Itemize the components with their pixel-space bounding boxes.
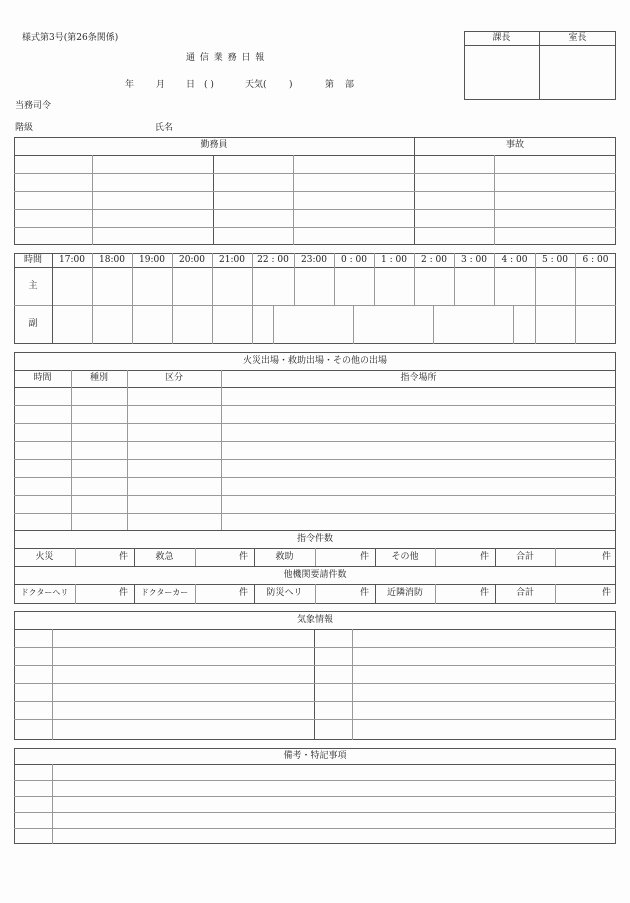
column-header-type: 種別 — [89, 373, 108, 383]
count-label-other: その他 — [391, 552, 419, 562]
divider — [75, 584, 76, 604]
divider — [495, 584, 496, 604]
row-line — [14, 796, 616, 797]
row-line — [14, 405, 616, 406]
divider — [92, 155, 93, 245]
divider — [495, 548, 496, 566]
accident-header: 事故 — [505, 140, 524, 150]
count-label-total: 合計 — [515, 552, 534, 562]
divider — [435, 548, 436, 566]
row-line — [14, 495, 616, 496]
duty-commander-label: 当務司令 — [15, 101, 52, 111]
row-line — [14, 477, 616, 478]
row-line — [14, 647, 616, 648]
row-line — [14, 513, 616, 514]
request-unit: 件 — [118, 588, 128, 598]
row-line — [14, 441, 616, 442]
divider — [127, 370, 128, 530]
divider — [172, 305, 173, 344]
divider — [14, 370, 616, 371]
weekday-paren: ( ) — [204, 80, 214, 90]
time-slot-label: 4 : 00 — [501, 255, 528, 265]
row-line — [14, 719, 616, 720]
divider — [314, 629, 315, 740]
row-line — [14, 173, 616, 174]
divider — [252, 305, 253, 344]
divider — [212, 253, 213, 305]
count-label-rescue: 救助 — [275, 552, 294, 562]
section-chief-label: 課長 — [492, 33, 511, 43]
column-header-location: 指令場所 — [400, 373, 437, 383]
divider — [294, 253, 295, 305]
request-label-total: 合計 — [515, 588, 534, 598]
divider — [433, 305, 434, 344]
divider — [75, 548, 76, 566]
column-header-time: 時間 — [33, 373, 52, 383]
row-line — [14, 780, 616, 781]
section-chief-stamp-area[interactable] — [465, 46, 539, 99]
request-unit: 件 — [601, 588, 611, 598]
divider — [315, 584, 316, 604]
divider — [513, 305, 514, 344]
divider — [375, 548, 376, 566]
divider — [212, 305, 213, 344]
remarks-title: 備考・特記事項 — [283, 751, 347, 761]
divider — [374, 253, 375, 305]
divider — [353, 305, 354, 344]
time-slot-label: 22 : 00 — [257, 255, 289, 265]
request-label-disaster-heli: 防災ヘリ — [266, 588, 303, 598]
staff-header: 勤務員 — [200, 140, 228, 150]
divider — [375, 584, 376, 604]
day-label: 日 — [186, 80, 196, 90]
request-label-neighbor-fire: 近隣消防 — [386, 588, 423, 598]
sub-row-label: 副 — [28, 319, 38, 329]
office-chief-stamp-area[interactable] — [540, 46, 615, 99]
count-label-ems: 救急 — [155, 552, 174, 562]
divider — [252, 253, 253, 305]
time-slot-label: 23:00 — [301, 255, 327, 265]
divider — [315, 548, 316, 566]
bu-label: 部 — [345, 80, 355, 90]
weather-table-frame — [14, 611, 616, 740]
divider — [575, 305, 576, 344]
count-unit: 件 — [359, 552, 369, 562]
divider — [172, 253, 173, 305]
divider — [414, 253, 415, 305]
main-row-label: 主 — [28, 281, 38, 291]
divider — [134, 548, 135, 566]
divider — [52, 253, 53, 344]
count-unit: 件 — [479, 552, 489, 562]
count-unit: 件 — [601, 552, 611, 562]
row-line — [14, 191, 616, 192]
row-line — [14, 683, 616, 684]
divider — [132, 305, 133, 344]
time-slot-label: 0 : 00 — [341, 255, 367, 265]
divider — [92, 305, 93, 344]
row-line — [14, 812, 616, 813]
divider — [535, 305, 536, 344]
rank-label: 階級 — [15, 123, 34, 133]
count-unit: 件 — [238, 552, 248, 562]
year-label: 年 — [125, 80, 135, 90]
request-label-doctor-heli: ドクターヘリ — [20, 588, 69, 597]
count-unit: 件 — [118, 552, 128, 562]
request-unit: 件 — [238, 588, 248, 598]
divider — [555, 584, 556, 604]
request-unit: 件 — [479, 588, 489, 598]
divider — [195, 584, 196, 604]
divider — [71, 370, 72, 530]
divider — [555, 548, 556, 566]
time-slot-label: 3 : 00 — [461, 255, 487, 265]
divider — [435, 584, 436, 604]
divider — [221, 370, 222, 530]
divider — [14, 387, 616, 388]
time-slot-label: 2 : 00 — [421, 255, 447, 265]
form-number: 様式第3号(第26条関係) — [22, 33, 119, 43]
office-chief-label: 室長 — [568, 33, 587, 43]
time-slot-label: 1 : 00 — [381, 255, 407, 265]
divider — [14, 764, 616, 765]
divider — [195, 548, 196, 566]
divider — [293, 155, 294, 245]
divider — [352, 629, 353, 740]
count-title: 指令件数 — [296, 534, 333, 544]
time-header-label: 時間 — [23, 255, 42, 265]
divider — [14, 305, 616, 306]
dispatch-title: 火災出場・救助出場・その他の出場 — [242, 356, 387, 366]
row-line — [14, 459, 616, 460]
divider — [92, 253, 93, 305]
divider — [213, 155, 214, 245]
row-line — [14, 227, 616, 228]
divider — [273, 305, 274, 344]
name-label: 氏名 — [155, 123, 174, 133]
divider — [14, 267, 616, 268]
divider — [254, 584, 255, 604]
divider — [14, 530, 616, 531]
request-label-doctor-car: ドクターカー — [140, 588, 189, 597]
divider — [254, 548, 255, 566]
time-slot-label: 5 : 00 — [542, 255, 568, 265]
divider — [14, 629, 616, 630]
row-line — [14, 828, 616, 829]
time-slot-label: 18:00 — [99, 255, 125, 265]
time-slot-label: 17:00 — [59, 255, 85, 265]
row-line — [14, 665, 616, 666]
request-unit: 件 — [359, 588, 369, 598]
page-title: 通 信 業 務 日 報 — [186, 53, 266, 63]
column-header-category: 区分 — [164, 373, 183, 383]
divider — [132, 253, 133, 305]
divider — [575, 253, 576, 305]
weather-close: ) — [289, 80, 293, 90]
time-slot-label: 6 : 00 — [582, 255, 609, 265]
weather-title: 気象情報 — [296, 615, 333, 625]
divider — [535, 253, 536, 305]
time-slot-label: 21:00 — [219, 255, 245, 265]
divider — [52, 629, 53, 740]
row-line — [14, 423, 616, 424]
request-title: 他機関要請件数 — [283, 570, 347, 580]
row-line — [14, 209, 616, 210]
divider — [494, 155, 495, 245]
row-line — [14, 701, 616, 702]
divider — [14, 566, 616, 567]
time-slot-label: 19:00 — [139, 255, 165, 265]
divider — [334, 253, 335, 305]
month-label: 月 — [156, 80, 166, 90]
weather-label: 天気( — [245, 80, 267, 90]
divider — [454, 253, 455, 305]
divider — [134, 584, 135, 604]
dai-label: 第 — [325, 80, 335, 90]
divider — [14, 155, 616, 156]
time-slot-label: 20:00 — [179, 255, 205, 265]
divider — [494, 253, 495, 305]
divider — [52, 764, 53, 844]
count-label-fire: 火災 — [35, 552, 54, 562]
